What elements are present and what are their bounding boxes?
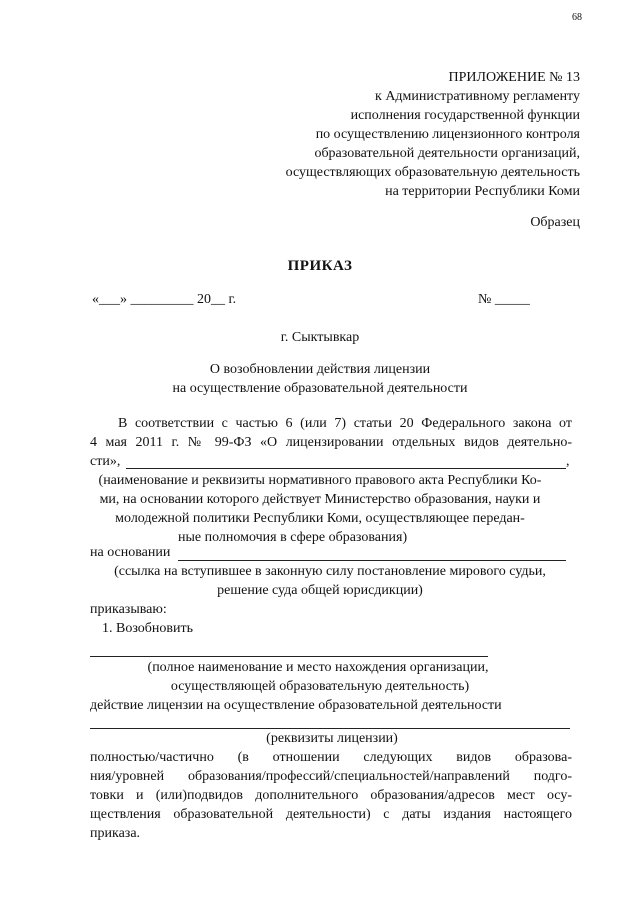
body-punct: , (566, 454, 570, 469)
appendix-line: образовательной деятельности организаций, (314, 146, 580, 161)
sample-label: Образец (530, 215, 580, 230)
body-line: 4 мая 2011 г. № 99-ФЗ «О лицензировании отдельных видов деятельно- (90, 435, 572, 450)
appendix-line: по осуществлению лицензионного контроля (315, 127, 580, 142)
date-field: «___» _________ 20__ г. (92, 292, 237, 307)
fill-line (90, 656, 488, 657)
body-line: В соответствии с частью 6 (или 7) статьи 20 Федерального закона от (118, 416, 572, 431)
fill-line (178, 560, 566, 561)
body-line: ществления образовательной деятельности) с даты издания настоящего (90, 807, 572, 822)
note-line: ные полномочия в сфере образования) (178, 530, 408, 545)
appendix-line: исполнения государственной функции (350, 108, 580, 123)
appendix-line: на территории Республики Коми (385, 184, 580, 199)
body-line: сти», (90, 454, 121, 469)
note-line: ми, на основании которого действует Министерство образования, науки и (99, 492, 541, 507)
body-line: товки и (или)подвидов дополнительного образования/адресов мест осу- (90, 788, 572, 803)
body-line: полностью/частично (в отношении следующих видов образова- (90, 750, 572, 765)
note-line: осуществляющей образовательную деятельность) (170, 679, 470, 694)
item-1: 1. Возобновить (102, 621, 194, 636)
note-line: (реквизиты лицензии) (266, 731, 398, 746)
page-number: 68 (572, 12, 582, 23)
order-title: ПРИКАЗ (287, 258, 353, 274)
city: г. Сыктывкар (280, 330, 360, 345)
appendix-line: осуществляющих образовательную деятельность (285, 165, 580, 180)
subject-line: на осуществление образовательной деятельности (172, 381, 468, 396)
body-line: приказа. (90, 826, 141, 841)
note-line: молодежной политики Республики Коми, осуществляющее передан- (115, 511, 525, 526)
number-field: № _____ (478, 292, 530, 307)
basis-label: на основании (90, 545, 171, 560)
subject-line: О возобновлении действия лицензии (209, 362, 431, 377)
action-line: действие лицензии на осуществление образовательной деятельности (90, 698, 502, 713)
note-line: (полное наименование и место нахождения организации, (147, 660, 489, 675)
note-line: решение суда общей юрисдикции) (217, 583, 423, 598)
note-line: (наименование и реквизиты нормативного правового акта Республики Ко- (98, 473, 542, 488)
order-word: приказываю: (90, 602, 167, 617)
note-line: (ссылка на вступившее в законную силу постановление мирового судьи, (114, 564, 546, 579)
appendix-line: к Административному регламенту (375, 89, 580, 104)
body-line: ния/уровней образования/профессий/специальностей/направлений подго- (90, 769, 572, 784)
appendix-title: ПРИЛОЖЕНИЕ № 13 (448, 70, 580, 85)
fill-line (126, 468, 566, 469)
fill-line (90, 728, 570, 729)
